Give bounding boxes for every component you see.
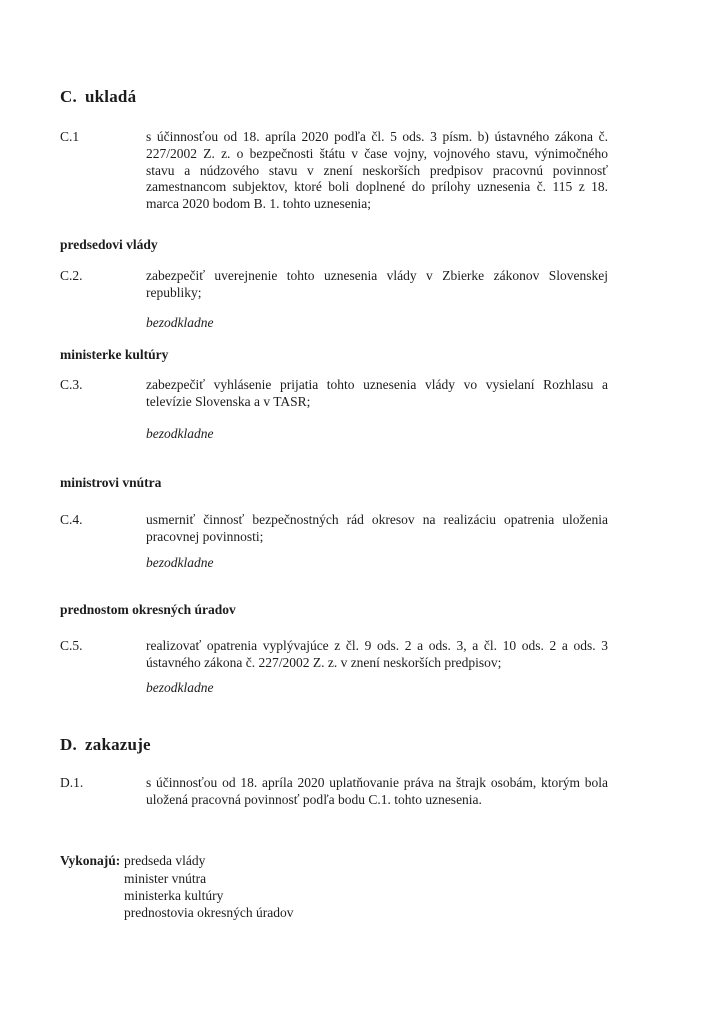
- deadline-text: bezodkladne: [146, 679, 214, 695]
- item-number: C.2.: [60, 267, 83, 283]
- executor-name: ministerka kultúry: [124, 887, 224, 903]
- item-text: usmerniť činnosť bezpečnostných rád okresov na realizáciu opatrenia uloženia pracovnej povinnosti;: [146, 512, 608, 544]
- executors-block: [60, 852, 608, 921]
- executors-label: Vykonajú:: [60, 853, 121, 869]
- item-number: C.1: [60, 129, 80, 144]
- item-number: C.5.: [60, 638, 83, 654]
- directive-item-c3: [60, 377, 608, 411]
- deadline-text: bezodkladne: [146, 315, 214, 331]
- directive-item-c4: [60, 512, 608, 546]
- addressee-heading-culture-minister: ministerke kultúry: [60, 347, 169, 363]
- item-text: zabezpečiť vyhlásenie prijatia tohto uznesenia vlády vo vysielaní Rozhlasu a televízie Slovenska a v TASR;: [146, 376, 608, 409]
- executor-name: minister vnútra: [124, 870, 207, 886]
- item-text: realizovať opatrenia vyplývajúce z čl. 9 ods. 2 a ods. 3, a čl. 10 ods. 2 a ods. 3 ústavného zákona č. 227/2002 Z. z. v znení neskorších predpisov;: [146, 638, 608, 671]
- section-title: zakazuje: [85, 734, 151, 754]
- item-number: C.4.: [60, 512, 83, 528]
- addressee-heading-district-heads: prednostom okresných úradov: [60, 601, 236, 617]
- section-letter: D.: [60, 734, 77, 754]
- item-number: C.3.: [60, 376, 83, 392]
- directive-item-d1: [60, 775, 608, 809]
- deadline-text: bezodkladne: [146, 554, 214, 570]
- section-heading-d: [60, 734, 608, 755]
- addressee-heading-premier: predsedovi vlády: [60, 236, 158, 252]
- section-title: ukladá: [85, 87, 137, 106]
- section-letter: C.: [60, 87, 77, 106]
- executors-names: [124, 852, 608, 921]
- addressee-heading-interior-minister: ministrovi vnútra: [60, 475, 162, 491]
- item-text: s účinnosťou od 18. apríla 2020 uplatňovanie práva na štrajk osobám, ktorým bola uložená pracovná povinnosť podľa bodu C.1. tohto uznesenia.: [146, 774, 608, 807]
- directive-item-c5: [60, 638, 608, 672]
- item-text: s účinnosťou od 18. apríla 2020 podľa čl. 5 ods. 3 písm. b) ústavného zákona č. 227/2002 Z. z. o bezpečnosti štátu v čase vojny, vojnového stavu, výnimočného stavu a núdzového stavu v znení neskorších predpisov pracovnú povinnosť zamestnancom subjektov, ktoré boli doplnené do prílohy uznesenia č. 115 z 18. marca 2020 bodom B. 1. tohto uznesenia;: [146, 129, 608, 212]
- directive-item-c1: [60, 129, 608, 213]
- item-text: zabezpečiť uverejnenie tohto uznesenia vlády v Zbierke zákonov Slovenskej republiky;: [146, 267, 608, 300]
- directive-item-c2: [60, 268, 608, 302]
- executor-name: prednostovia okresných úradov: [124, 905, 294, 921]
- executor-name: predseda vlády: [124, 853, 206, 869]
- deadline-text: bezodkladne: [146, 425, 214, 441]
- item-number: D.1.: [60, 774, 84, 790]
- section-heading-c: [60, 86, 608, 107]
